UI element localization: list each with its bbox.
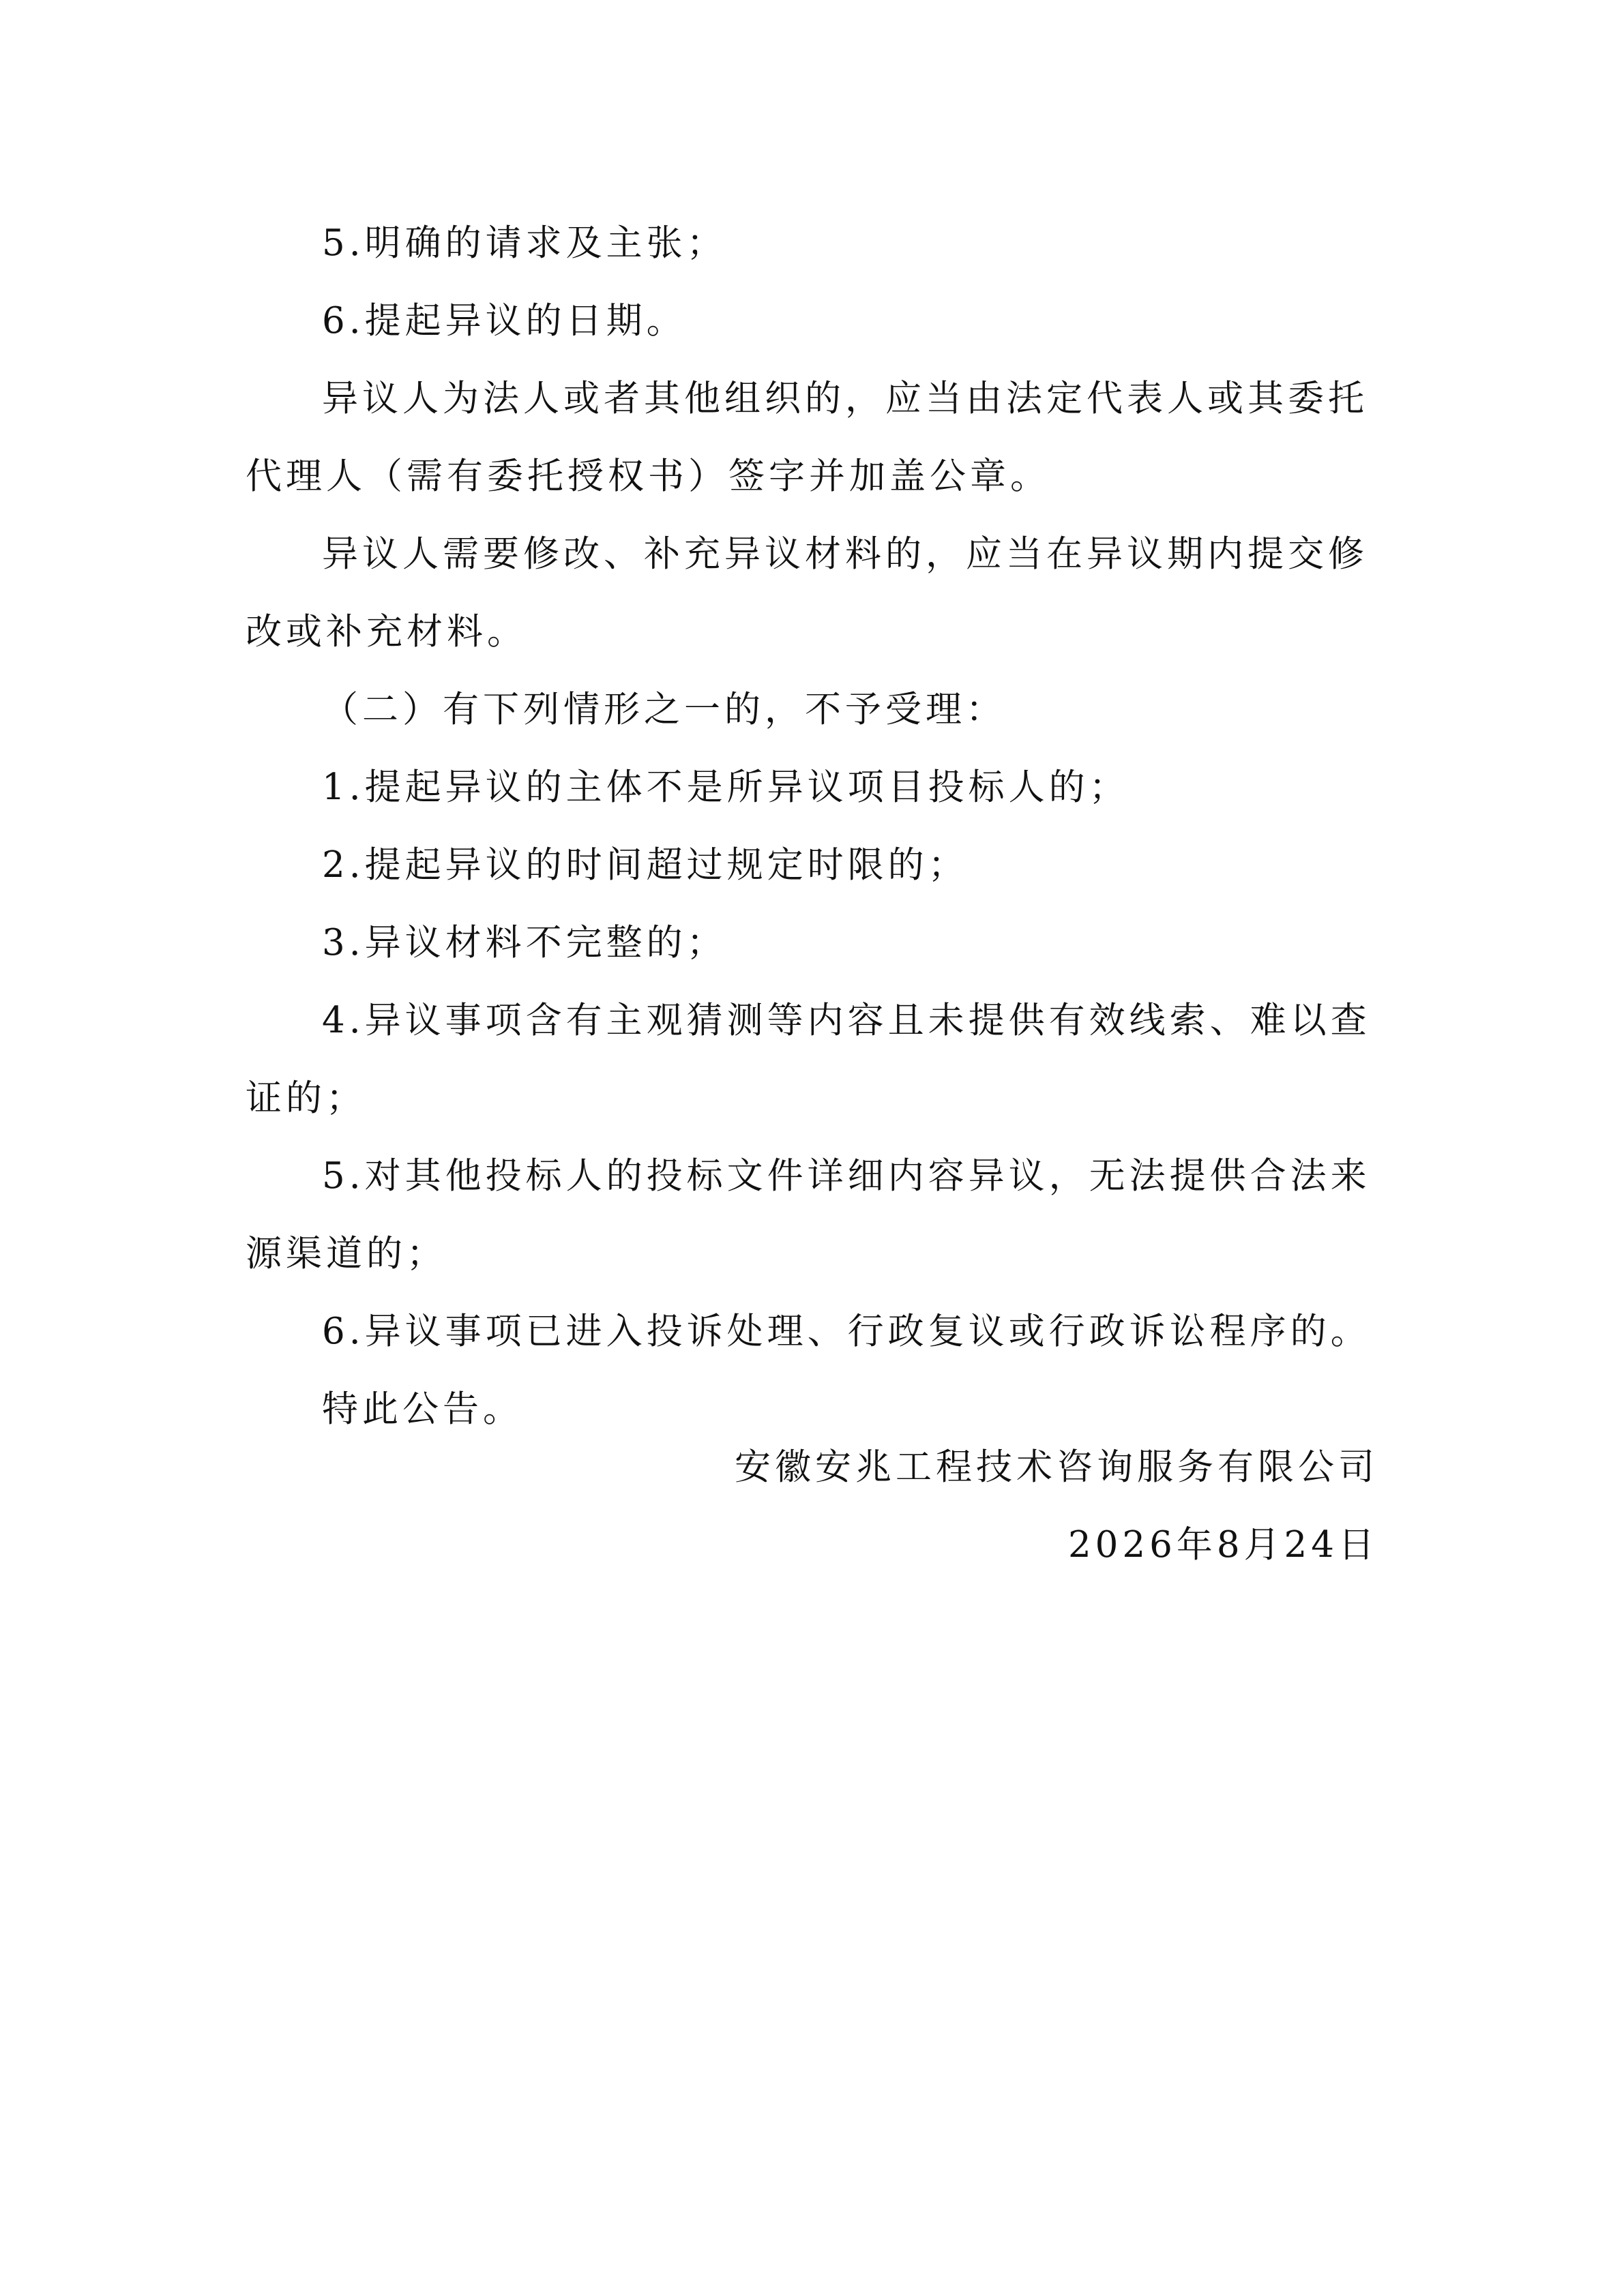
section-heading-not-accepted: （二）有下列情形之一的，不予受理： bbox=[322, 689, 1006, 730]
paragraph-case-1: 1.提起异议的主体不是所异议项目投标人的； bbox=[322, 766, 1130, 808]
signature-date: 2026年8月24日 bbox=[1067, 1524, 1378, 1566]
paragraph-supplement-materials: 异议人需要修改、补充异议材料的，应当在异议期内提交修改或补充材料。 bbox=[246, 533, 1368, 653]
paragraph-case-5: 5.对其他投标人的投标文件详细内容异议，无法提供合法来源渠道的； bbox=[246, 1155, 1371, 1274]
paragraph-legal-person-signature: 异议人为法人或者其他组织的，应当由法定代表人或其委托代理人（需有委托授权书）签字并加盖公章。 bbox=[246, 378, 1368, 497]
signature-block bbox=[735, 1429, 1378, 1584]
document-body bbox=[246, 205, 1378, 1448]
paragraph-case-4: 4.异议事项含有主观猜测等内容且未提供有效线索、难以查证的； bbox=[246, 1000, 1371, 1119]
paragraph-item-5-request: 5.明确的请求及主张； bbox=[322, 222, 727, 264]
signature-organization: 安徽安兆工程技术咨询服务有限公司 bbox=[735, 1446, 1378, 1488]
paragraph-item-6-date: 6.提起异议的日期。 bbox=[322, 300, 687, 342]
paragraph-case-6: 6.异议事项已进入投诉处理、行政复议或行政诉讼程序的。 bbox=[322, 1311, 1371, 1352]
paragraph-case-3: 3.异议材料不完整的； bbox=[322, 922, 727, 964]
paragraph-case-2: 2.提起异议的时间超过规定时限的； bbox=[322, 844, 969, 886]
closing-statement: 特此公告。 bbox=[322, 1388, 523, 1430]
